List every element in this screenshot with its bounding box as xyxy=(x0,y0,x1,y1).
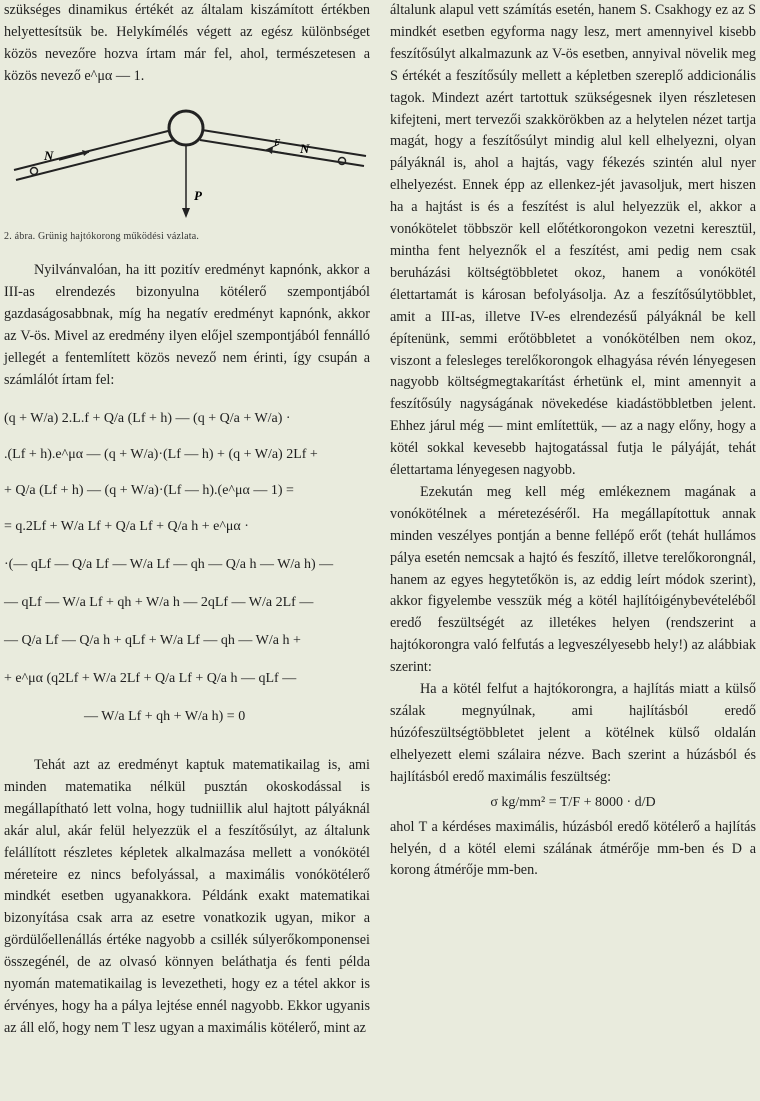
left-rope-arm xyxy=(14,130,174,180)
equation-line: = q.2Lf + W/a Lf + Q/a Lf + Q/a h + e^μα · xyxy=(4,519,249,534)
figure-caption: 2. ábra. Grünig hajtókorong működési vázlata. xyxy=(4,231,200,242)
equation-block xyxy=(4,408,370,738)
left-pivot-icon xyxy=(31,168,38,175)
equation-line: — Q/a Lf — Q/a h + qLf + W/a Lf — qh — W/a h + xyxy=(4,633,301,648)
equation-line: (q + W/a) 2.L.f + Q/a (Lf + h) — (q + Q/a + W/a) · xyxy=(4,411,291,426)
paragraph-right-1: általunk alapul vett számítás esetén, hanem S. Csakhogy ez az S mindkét esetben egyforma nagy lesz, mert amennyivel kisebb feszítősúlyt alkalmazunk az V-ös esetben, annyival növelik meg S értékét a feszítősúly mellett a képletben szereplő addicionális tagok. Mindezt azért tartottuk szükségesnek ilyen részletesen kifejteni, mert tervezői szakkörökben az a helytelen nézet tartja magát, hogy a feszítősúlyt mindig alul kell elhelyezni, olyan pályáknál is, ahol a hajtás, vagy fékezés szintén alul nyer elhelyezést. Ennek épp az ellenkez-jét javasoljuk, mert hiszen ha a hajtást is és a feszítést is alul helyezzük el, akkor a vonókötelet többször kell előtétkorongokon vezetni keresztül, mintha fent helyeznők el a feszítést, ami pedig nem csak beruházási költségtöbbletet okoz, hanem a vonókötél élettartamát is károsan befolyásolja. Az a feszítősúlytöbblet, amit a III-as, illetve IV-es elrendezésű pályáknál be kell építenünk, semmi erőtöbbletet a vonókötélben nem okoz, viszont a felesleges terelőkorongok elhagyása révén lényegesen nagyobb költségmegtakarítást érhetünk el, mint amennyit a feszítősúly nagyságának növekedése kiadástöbbletben jelent. Ehhez járul még — mint említettük, — az a nagy előny, hogy a kötél sokkal kevesebb hajtogatással futja le pályáját, tehát élettartama lényegesen nagyobb. xyxy=(390,2,756,479)
paragraph-right-2: Ezekután meg kell még emlékeznem magának a vonókötélnek a méretezéséről. Ha megállapítottuk annak minden veszélyes pontján a benne fellépő erőt (tehát hullámos pálya esetén nemcsak a hajtó és feszítő, illetve terelőkorongnál, hanem az egyes hegytetőkön is, az eddig leírt módok szerint), akkor figyelembe vesszük még a kötél hajlítóigénybevételéből eredő feszültségét az illetékes helyen (rendszerint a hajtókorongra való felfutás a legveszélyesebb hely!) az alábbiak szerint: xyxy=(390,483,756,676)
bach-formula: σ kg/mm² = T/F + 8000 · d/D xyxy=(490,794,656,810)
equation-line: + Q/a (Lf + h) — (q + W/a)·(Lf — h).(e^μα — 1) = xyxy=(4,483,294,498)
label-n-right: N xyxy=(300,141,310,156)
right-rope-arm xyxy=(200,130,366,166)
right-column xyxy=(390,0,756,882)
equation-line: — W/a Lf + qh + W/a h) = 0 xyxy=(84,709,246,724)
label-f: F xyxy=(274,138,281,149)
equation-line: — qLf — W/a Lf + qh + W/a h — 2qLf — W/a 2Lf — xyxy=(4,595,314,610)
equation-line: + e^μα (q2Lf + W/a 2Lf + Q/a Lf + Q/a h — qLf — xyxy=(4,671,297,686)
paragraph-right-3: Ha a kötél felfut a hajtókorongra, a hajlítás miatt a külső szálak megnyúlnak, ami hajlításból eredő húzófeszültségtöbbletet jelent a kötélnek külső oldalán elhelyezett elemi szálaira nézve. Bach szerint a húzásból és hajlításból eredő maximális feszültség: xyxy=(390,681,756,785)
paragraph-top: szükséges dinamikus értékét az általam kiszámított értékben helyettesítsük be. Helykímélés végett az egész különbséget közös nevezőre hozva írtam már fel, ahol, természetesen a közös nevező e^μα — 1. xyxy=(4,2,370,84)
label-p: P xyxy=(194,188,202,203)
figure-drive-sheave xyxy=(4,98,370,228)
force-arrow-icon xyxy=(182,208,190,218)
paragraph-right-4: ahol T a kérdéses maximális, húzásból eredő kötélerő a hajlítás helyén, d a kötél elemi szálának átmérője mm-ben és D a korong átmérője mm-ben. xyxy=(390,818,756,879)
sheave-icon xyxy=(169,111,203,145)
label-n-left: N xyxy=(44,148,54,163)
paragraph-bottom: Tehát azt az eredményt kaptuk matematikailag is, ami minden matematika nélkül pusztán okoskodással is megállapítható lett volna, hogy tudniillik alul hajtott pályáknál akár alul, akár felül helyezzük el a feszítősúlyt, az általunk felállított részletes képletek alkalmazása mellett a vonókötél méreteire ez nincs befolyással, a maximális vonókötélerő mindkét esetben ugyanakkora. Példánk exakt matematikai bizonyítása csak arra az esetre vonatkozik ugyan, mikor a gördülőellenállás értéke nagyobb a csillék súlyerőkomponensei összegénél, de az olvasó könnyen beláthatja és fenti példa nyomán matematikailag is levezetheti, hogy ez a tétel akkor is érvényes, hogy ha a pálya lejtése ennél nagyobb. Ekkor ugyanis az áll elő, hogy nem T lesz ugyan a maximális kötélerő, mint az xyxy=(4,757,370,1036)
equation-line: ·(— qLf — Q/a Lf — W/a Lf — qh — Q/a h — W/a h) — xyxy=(4,557,334,572)
paragraph-mid: Nyilvánvalóan, ha itt pozitív eredményt kapnónk, akkor a III-as elrendezés bizonyulna kötélerő szempontjából gazdaságosabbnak, míg ha negatív eredményt kapnónk, akkor az V-ös. Mivel az eredmény ilyen előjel szempontjából fennálló jellegét a fentemlített közös nevező nem érinti, így csupán a számlálót írtam fel: xyxy=(4,262,370,388)
equation-line: .(Lf + h).e^μα — (q + W/a)·(Lf — h) + (q + W/a) 2Lf + xyxy=(4,447,318,462)
